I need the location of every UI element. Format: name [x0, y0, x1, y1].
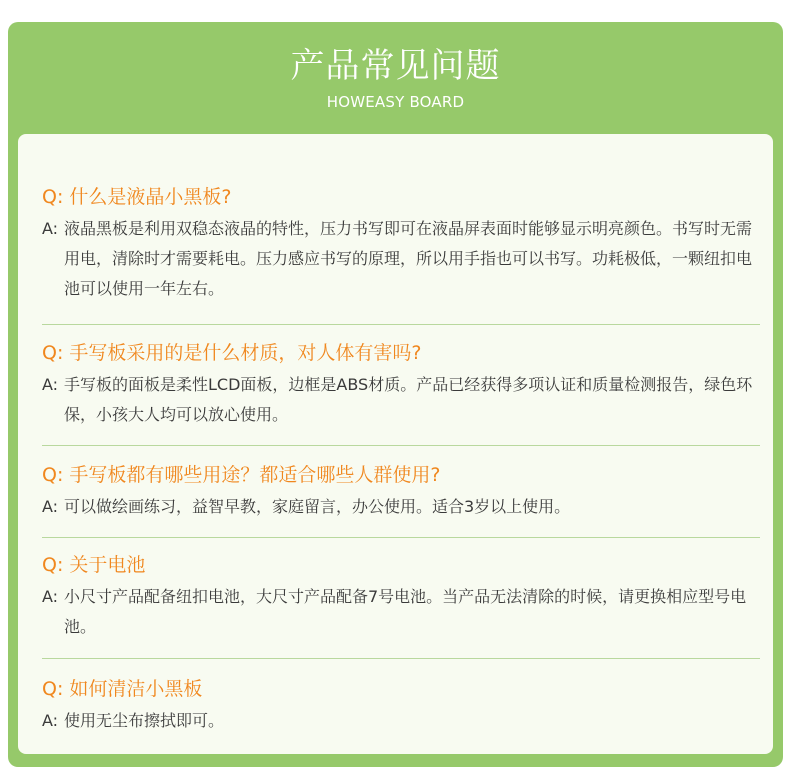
question-prefix: Q: — [42, 464, 64, 486]
page-title: 产品常见问题 — [290, 46, 501, 86]
faq-panel — [8, 22, 783, 767]
page-subtitle: HOWEASY BOARD — [326, 93, 465, 111]
answer-text: 使用无尘布擦拭即可。 — [64, 711, 225, 730]
answer-prefix: A: — [42, 587, 59, 606]
answer-text: 手写板的面板是柔性LCD面板，边框是ABS材质。产品已经获得多项认证和质量检测报告，绿色环保，小孩大人均可以放心使用。 — [64, 375, 753, 424]
faq-card — [18, 134, 773, 754]
faq-answer — [42, 492, 762, 522]
answer-text: 小尺寸产品配备纽扣电池，大尺寸产品配备7号电池。当产品无法清除的时候，请更换相应型号电池。 — [64, 587, 747, 636]
answer-prefix: A: — [42, 375, 59, 394]
faq-answer — [42, 582, 762, 642]
faq-item-4 — [42, 552, 762, 642]
question-text: 手写板采用的是什么材质，对人体有害吗? — [69, 342, 422, 364]
question-prefix: Q: — [42, 678, 64, 700]
question-text: 关于电池 — [69, 554, 146, 576]
faq-answer — [42, 214, 762, 304]
faq-divider — [42, 445, 760, 446]
question-text: 什么是液晶小黑板? — [69, 186, 232, 208]
faq-item-5 — [42, 676, 762, 736]
faq-divider — [42, 324, 760, 325]
answer-prefix: A: — [42, 711, 59, 730]
question-prefix: Q: — [42, 554, 64, 576]
faq-item-3 — [42, 462, 762, 522]
faq-divider — [42, 658, 760, 659]
faq-question — [42, 676, 762, 702]
faq-answer — [42, 706, 762, 736]
answer-prefix: A: — [42, 219, 59, 238]
question-prefix: Q: — [42, 342, 64, 364]
faq-header — [8, 22, 783, 134]
question-text: 手写板都有哪些用途？都适合哪些人群使用? — [69, 464, 441, 486]
faq-question — [42, 340, 762, 366]
answer-text: 液晶黑板是利用双稳态液晶的特性，压力书写即可在液晶屏表面时能够显示明亮颜色。书写时无需用电，清除时才需要耗电。压力感应书写的原理，所以用手指也可以书写。功耗极低，一颗纽扣电池可以使用一年左右。 — [64, 219, 753, 298]
faq-question — [42, 462, 762, 488]
question-text: 如何清洁小黑板 — [69, 678, 203, 700]
question-prefix: Q: — [42, 186, 64, 208]
faq-item-2 — [42, 340, 762, 430]
answer-text: 可以做绘画练习，益智早教，家庭留言，办公使用。适合3岁以上使用。 — [64, 497, 571, 516]
answer-prefix: A: — [42, 497, 59, 516]
faq-answer — [42, 370, 762, 430]
faq-question — [42, 184, 762, 210]
faq-item-1 — [42, 184, 762, 304]
faq-question — [42, 552, 762, 578]
faq-divider — [42, 537, 760, 538]
